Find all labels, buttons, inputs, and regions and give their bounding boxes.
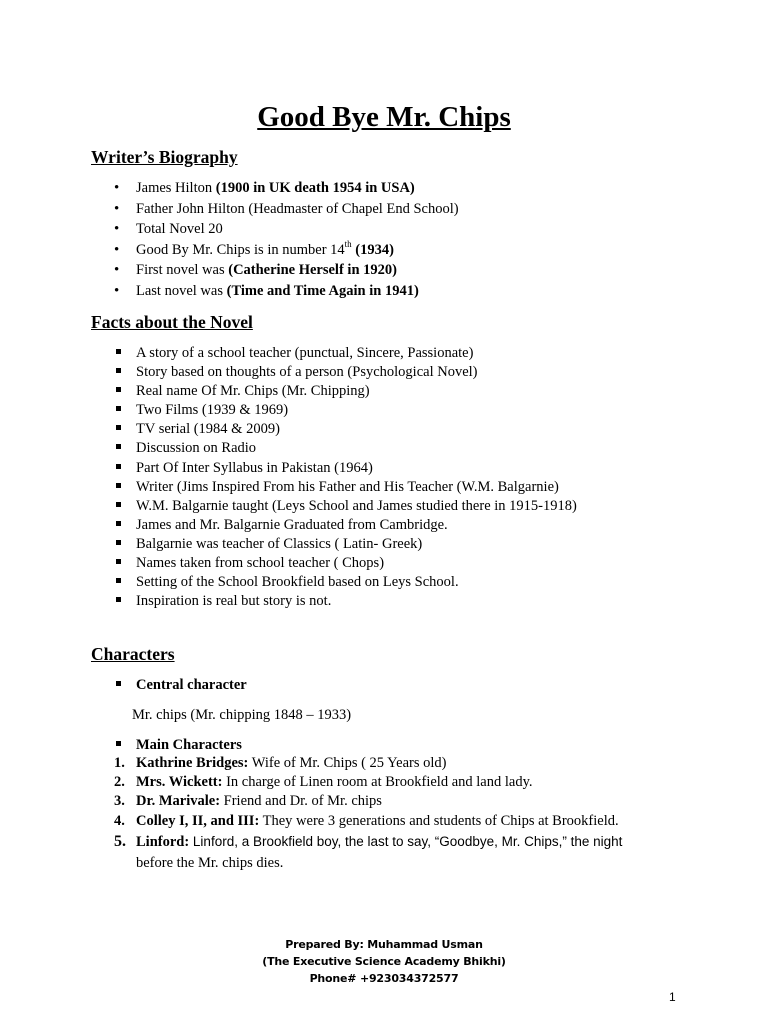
square-bullet-icon <box>114 401 119 420</box>
fact-item: Real name Of Mr. Chips (Mr. Chipping) <box>91 382 577 401</box>
main-characters-label: Main Characters <box>91 736 242 755</box>
bio-item: • Total Novel 20 <box>91 219 459 240</box>
character-item: 2. Mrs. Wickett: In charge of Linen room at Brookfield and land lady. <box>114 774 533 791</box>
square-bullet-icon <box>114 676 119 695</box>
central-character-label: Central character <box>91 676 247 695</box>
square-bullet-icon <box>114 516 119 535</box>
page-number: 1 <box>669 990 676 1004</box>
characters-heading: Characters <box>91 644 175 664</box>
footer-phone: Phone# +923034372577 <box>309 972 459 985</box>
square-bullet-icon <box>114 736 119 755</box>
bio-item: • Father John Hilton (Headmaster of Chapel End School) <box>91 199 459 220</box>
fact-item: W.M. Balgarnie taught (Leys School and James studied there in 1915-1918) <box>91 497 577 516</box>
fact-item: Writer (Jims Inspired From his Father and His Teacher (W.M. Balgarnie) <box>91 478 577 497</box>
square-bullet-icon <box>114 554 119 573</box>
bio-heading: Writer’s Biography <box>91 147 238 167</box>
fact-item: TV serial (1984 & 2009) <box>91 420 577 439</box>
footer-academy: (The Executive Science Academy Bhikhi) <box>262 955 506 968</box>
fact-item: Two Films (1939 & 1969) <box>91 401 577 420</box>
square-bullet-icon <box>114 420 119 439</box>
square-bullet-icon <box>114 439 119 458</box>
square-bullet-icon <box>114 497 119 516</box>
square-bullet-icon <box>114 363 119 382</box>
central-character-list <box>91 676 247 695</box>
square-bullet-icon <box>114 478 119 497</box>
bio-item: • Last novel was (Time and Time Again in 1941) <box>91 281 459 302</box>
bio-item: • Good By Mr. Chips is in number 14th (1934) <box>91 240 459 261</box>
facts-heading: Facts about the Novel <box>91 312 253 332</box>
character-item: 1. Kathrine Bridges: Wife of Mr. Chips ( 25 Years old) <box>114 755 447 771</box>
character-item: 4. Colley I, II, and III: They were 3 generations and students of Chips at Brookfield. <box>114 812 619 829</box>
bio-item: • First novel was (Catherine Herself in 1920) <box>91 260 459 281</box>
fact-item: Setting of the School Brookfield based on Leys School. <box>91 573 577 592</box>
character-item-continuation: before the Mr. chips dies. <box>136 854 284 871</box>
footer-prepared-by: Prepared By: Muhammad Usman <box>285 938 483 951</box>
bullet-icon <box>114 199 119 220</box>
bullet-icon <box>114 260 119 281</box>
page-title: Good Bye Mr. Chips <box>257 101 511 133</box>
bullet-icon <box>114 240 119 261</box>
footer <box>0 936 768 987</box>
fact-item: James and Mr. Balgarnie Graduated from Cambridge. <box>91 516 577 535</box>
square-bullet-icon <box>114 344 119 363</box>
bio-item: • James Hilton (1900 in UK death 1954 in USA) <box>91 178 459 199</box>
bullet-icon <box>114 281 119 302</box>
fact-item: A story of a school teacher (punctual, Sincere, Passionate) <box>91 344 577 363</box>
main-characters-label-list <box>91 736 242 755</box>
square-bullet-icon <box>114 592 119 611</box>
fact-item: Part Of Inter Syllabus in Pakistan (1964) <box>91 459 577 478</box>
square-bullet-icon <box>114 573 119 592</box>
central-character-text: Mr. chips (Mr. chipping 1848 – 1933) <box>132 707 352 723</box>
fact-item: Inspiration is real but story is not. <box>91 592 577 611</box>
bullet-icon <box>114 219 119 240</box>
character-item: 5. Linford: Linford, a Brookfield boy, the last to say, “Goodbye, Mr. Chips,” the night <box>114 832 623 850</box>
facts-list <box>91 344 577 611</box>
square-bullet-icon <box>114 382 119 401</box>
bullet-icon <box>114 178 119 199</box>
fact-item: Discussion on Radio <box>91 439 577 458</box>
bio-list <box>91 178 459 301</box>
fact-item: Names taken from school teacher ( Chops) <box>91 554 577 573</box>
main-characters-list <box>91 754 622 873</box>
fact-item: Balgarnie was teacher of Classics ( Latin- Greek) <box>91 535 577 554</box>
square-bullet-icon <box>114 535 119 554</box>
square-bullet-icon <box>114 459 119 478</box>
character-item: 3. Dr. Marivale: Friend and Dr. of Mr. chips <box>114 793 382 810</box>
fact-item: Story based on thoughts of a person (Psychological Novel) <box>91 363 577 382</box>
